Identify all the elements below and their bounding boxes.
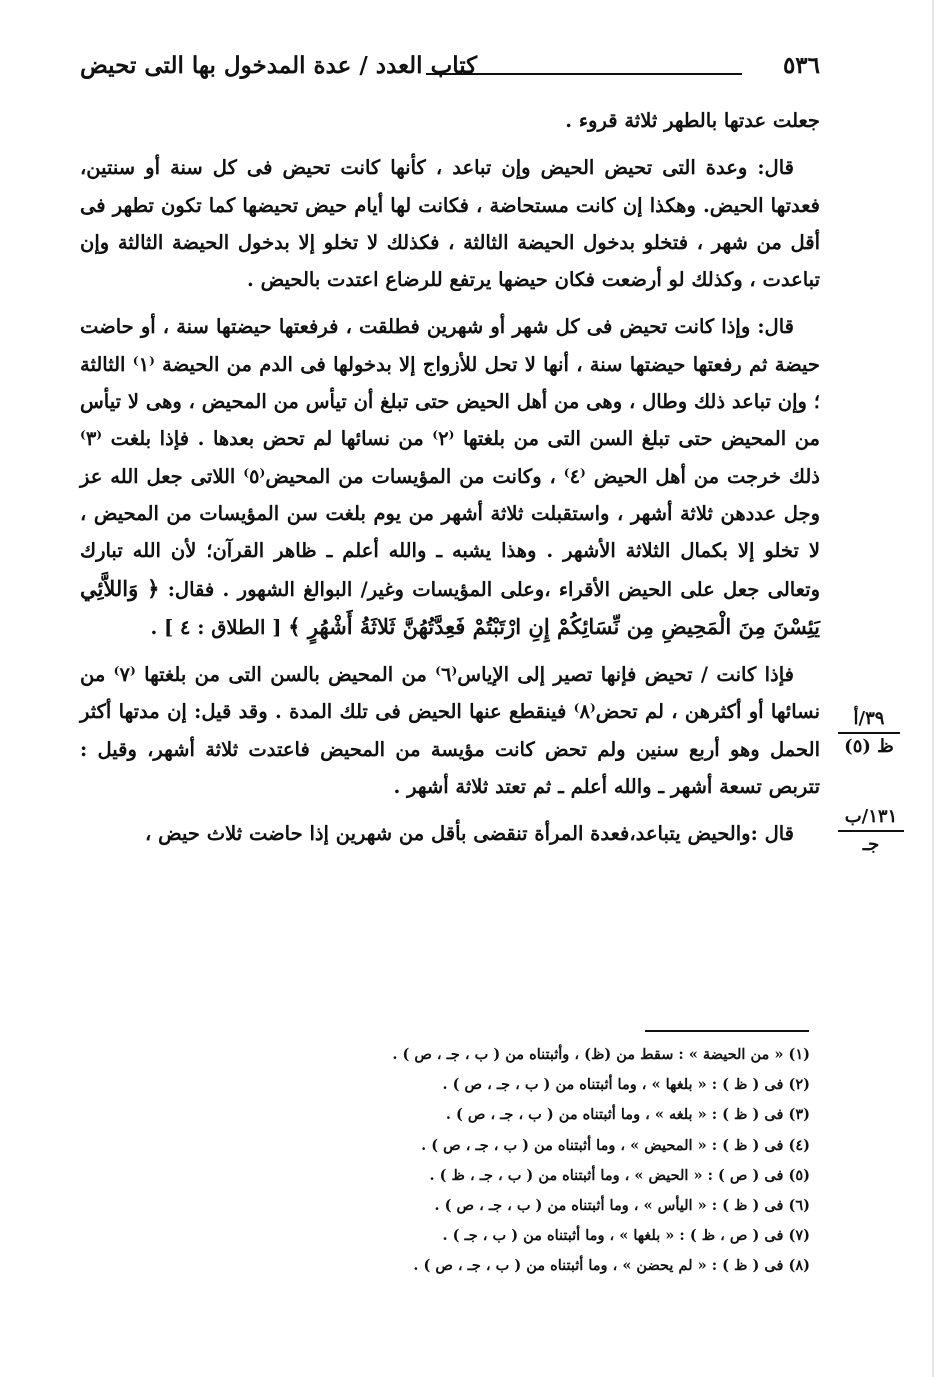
paragraph-text: :والحيض يتباعد،فعدة المرأة تنقضى بأقل من شهرين إذا حاضت ثلاث حيض ، bbox=[145, 822, 765, 846]
margin-note-divider bbox=[838, 732, 900, 734]
footnote-7: (٧) فى ( ص ، ظ ) : « بلغها » ، وما أثبتناه من ( ب ، جـ ) . bbox=[442, 1227, 810, 1245]
footnote-6: (٦) فى ( ظ ) : « اليأس » ، وما أثبتناه من ( ب ، جـ ، ص ) . bbox=[434, 1197, 810, 1215]
paragraph-2 bbox=[80, 149, 820, 298]
margin-note-folio-2 bbox=[838, 806, 904, 856]
paragraph-text: جعلت عدتها بالطهر ثلاثة قروء . bbox=[565, 109, 820, 132]
footnote-1: (١) « من الحيضة » : سقط من (ظ) ، وأثبتناه من ( ب ، جـ ، ص ) . bbox=[392, 1046, 810, 1063]
paragraph-5 bbox=[80, 815, 820, 852]
margin-note-bottom: جـ bbox=[862, 834, 880, 855]
paragraph-keyword: قال: bbox=[757, 315, 794, 339]
margin-note-top: ٣٩/أ bbox=[853, 708, 885, 729]
paragraph-keyword: قال bbox=[764, 822, 794, 846]
paragraph-text: وإذا كانت تحيض فى كل شهر أو شهرين فطلقت ، فرفعتها حيضتها سنة ، أو حاضت حيضة ثم رفعتها حيضتها سنة ، أنها لا تحل للأزواج إلا بدخولها فى الدم من الحيضة ⁽١⁾ الثالثة ؛ وإن تباعد ذلك وطال ، وهى من أهل الحيض حتى تبلغ أن تيأس من المحيض ، وهى لا تيأس من المحيض حتى تبلغ السن التى من بلغتها ⁽٢⁾ من نسائها لم تحض بعدها . فإذا بلغت ⁽٣⁾ ذلك خرجت من أهل الحيض ⁽٤⁾ ، وكانت من المؤيسات من المحيض⁽٥⁾ اللاتى جعل الله عز وجل عددهن ثلاثة أشهر ، واستقبلت ثلاثة أشهر من يوم بلغت سن المؤيسات من المحيض ، لا تخلو إلا بكمال الثلاثة الأشهر . وهذا يشبه ـ والله أعلم ـ ظاهر القرآن؛ لأن الله تبارك وتعالى جعل على الحيض الأقراء ،وعلى المؤيسات وغير/ البوالغ الشهور . فقال: bbox=[80, 315, 820, 601]
margin-note-bottom: ظ (٥) bbox=[844, 736, 894, 757]
running-title: كتاب العدد / عدة المدخول بها التى تحيض bbox=[80, 52, 478, 79]
footnote-separator bbox=[645, 1030, 809, 1032]
paragraph-text: وعدة التى تحيض الحيض وإن تباعد ، كأنها كانت تحيض فى كل سنة أو سنتين، فعدتها الحيض. وهكذا إن كانت مستحاضة ، فكانت لها أيام حيض تحيضها كما تكون تطهر فى أقل من شهر ، فتخلو بدخول الحيضة الثالثة ، فكذلك لا تخلو إلا بدخول الحيضة الثالثة وإن تباعدت ، وكذلك لو أرضعت فكان حيضها يرتفع للرضاع اعتدت بالحيض . bbox=[80, 156, 820, 292]
page-number: ٥٣٦ bbox=[782, 52, 820, 79]
footnote-5: (٥) فى ( ص ) : « الحيض » ، وما أثبتناه من ( ب ، جـ ، ظ ) . bbox=[429, 1166, 810, 1184]
paragraph-1 bbox=[80, 102, 820, 139]
footnote-8: (٨) فى ( ظ ) : « لم يحضن » ، وما أثبتناه من ( ب ، جـ ، ص ) . bbox=[413, 1257, 810, 1275]
paragraph-4 bbox=[80, 656, 820, 805]
margin-note-top: ١٣١/ب bbox=[844, 806, 898, 827]
page-header bbox=[80, 52, 820, 92]
paragraph-keyword: قال: bbox=[757, 156, 794, 180]
footnotes bbox=[290, 1040, 810, 1282]
quran-verse: ﴿ وَاللاَّئِي يَئِسْنَ مِنَ الْمَحِيضِ مِن نِّسَائِكُمْ إِنِ ارْتَبْتُمْ فَعِدَّتُهُنَّ ثَلاثَةُ أَشْهُرٍ ﴾ bbox=[80, 575, 820, 639]
main-text bbox=[80, 102, 820, 863]
margin-note-divider bbox=[838, 830, 904, 832]
footnote-4: (٤) فى ( ظ ) : « المحيض » ، وما أثبتناه من ( ب ، جـ ، ص ) . bbox=[421, 1136, 810, 1154]
footnote-3: (٣) فى ( ظ ) : « بلغه » ، وما أثبتناه من ( ب ، جـ ، ص ) . bbox=[445, 1106, 810, 1124]
paragraph-3 bbox=[80, 308, 820, 646]
margin-note-folio-1 bbox=[838, 708, 900, 758]
page-edge bbox=[932, 0, 934, 1377]
footnote-2: (٢) فى ( ظ ) : « بلغها » ، وما أثبتناه من ( ب ، جـ ، ص ) . bbox=[442, 1076, 810, 1094]
verse-reference: [ الطلاق : ٤ ] . bbox=[150, 615, 289, 639]
paragraph-text: فإذا كانت / تحيض فإنها تصير إلى الإياس⁽٦⁾ من المحيض بالسن التى من بلغتها ⁽٧⁾ من نسائها أو أكثرهن ، لم تحض⁽٨⁾ فينقطع عنها الحيض فى تلك المدة . وقد قيل: إن مدتها أكثر الحمل وهو أربع سنين ولم تحض كانت مؤيسة من المحيض فاعتدت ثلاثة أشهر، وقيل : تتربص تسعة أشهر ـ والله أعلم ـ ثم تعتد ثلاثة أشهر . bbox=[80, 663, 821, 799]
